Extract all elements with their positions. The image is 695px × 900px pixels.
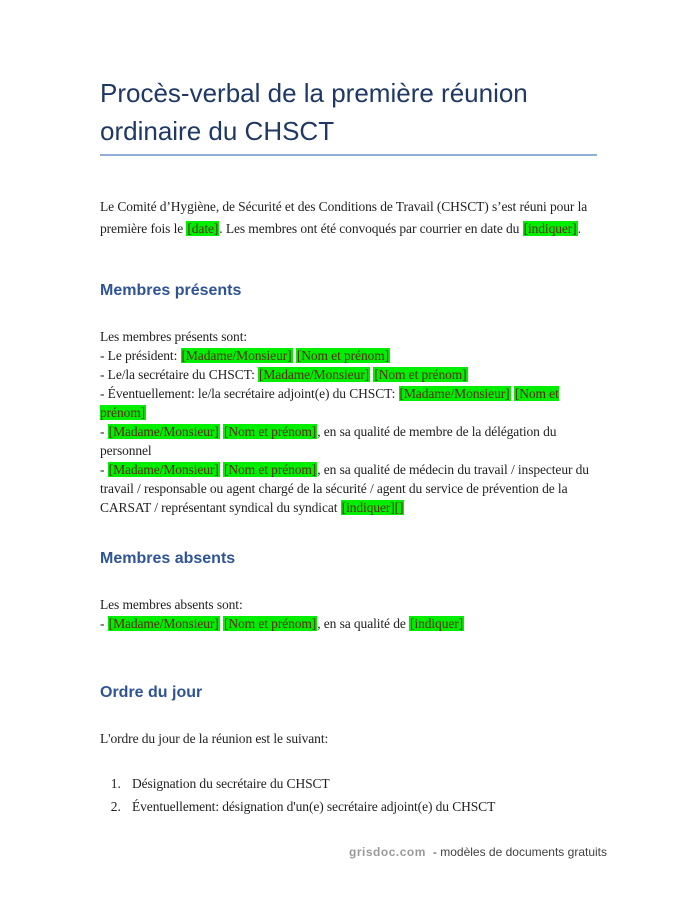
text-run: , en sa qualité de bbox=[317, 616, 410, 631]
text-run: . bbox=[577, 221, 581, 236]
placeholder-highlight: [Nom et prénom] bbox=[223, 424, 317, 439]
heading-ordre-du-jour: Ordre du jour bbox=[100, 684, 203, 701]
footer-brand-link[interactable]: grisdoc.com bbox=[349, 845, 426, 859]
placeholder-highlight: [indiquer] bbox=[410, 616, 464, 631]
text-run: - Le/la secrétaire du CHSCT: bbox=[100, 367, 258, 382]
placeholder-highlight: [Madame/Monsieur] bbox=[108, 462, 219, 477]
document-title: Procès-verbal de la première réunion ordinaire du CHSCT bbox=[100, 78, 528, 146]
placeholder-highlight: [Nom et prénom] bbox=[296, 348, 390, 363]
section-membres-presents bbox=[100, 281, 600, 517]
text-run: - bbox=[100, 462, 108, 477]
heading-membres-presents: Membres présents bbox=[100, 282, 242, 299]
membres-absents-lead: Les membres absents sont: bbox=[100, 597, 243, 612]
placeholder-highlight: [Nom et prénom] bbox=[100, 386, 559, 420]
text-run: - bbox=[100, 616, 108, 631]
agenda-item: 1. Désignation du secrétaire du CHSCT bbox=[124, 772, 600, 795]
placeholder-highlight: [date] bbox=[187, 221, 219, 236]
section-membres-absents bbox=[100, 549, 600, 633]
member-present-line bbox=[100, 460, 600, 517]
placeholder-highlight: [indiquer][] bbox=[341, 500, 404, 515]
placeholder-highlight: [Madame/Monsieur] bbox=[181, 348, 292, 363]
agenda-item: 2. Éventuellement: désignation d'un(e) secrétaire adjoint(e) du CHSCT bbox=[124, 795, 600, 818]
title-underline-rule bbox=[100, 154, 597, 156]
intro-paragraph bbox=[100, 196, 600, 240]
placeholder-highlight: [Madame/Monsieur] bbox=[399, 386, 510, 401]
member-present-line bbox=[100, 346, 600, 365]
placeholder-highlight: [Madame/Monsieur] bbox=[108, 424, 219, 439]
text-run: , en sa qualité de membre de la délégation du personnel bbox=[100, 424, 557, 458]
placeholder-highlight: [Madame/Monsieur] bbox=[108, 616, 219, 631]
text-run: - bbox=[100, 424, 108, 439]
member-absent-line bbox=[100, 614, 600, 633]
text-run: . Les membres ont été convoqués par courrier en date du bbox=[219, 221, 523, 236]
member-present-line bbox=[100, 384, 600, 422]
placeholder-highlight: [indiquer] bbox=[523, 221, 577, 236]
section-ordre-du-jour bbox=[100, 683, 600, 818]
agenda-list bbox=[100, 772, 600, 818]
member-present-line bbox=[100, 365, 600, 384]
placeholder-highlight: [Nom et prénom] bbox=[374, 367, 467, 382]
ordre-du-jour-lead: L'ordre du jour de la réunion est le suivant: bbox=[100, 731, 329, 746]
footer-tagline: - modèles de documents gratuits bbox=[432, 845, 607, 859]
placeholder-highlight: [Madame/Monsieur] bbox=[259, 367, 370, 382]
membres-presents-lead: Les membres présents sont: bbox=[100, 329, 247, 344]
member-present-line bbox=[100, 422, 600, 460]
text-run: - Le président: bbox=[100, 348, 181, 363]
page-footer bbox=[349, 845, 607, 859]
heading-membres-absents: Membres absents bbox=[100, 550, 236, 567]
text-run: , en sa qualité de médecin du travail / inspecteur du travail / responsable ou agent chargé de la sécurité / agent du service de prévention de la CARSAT / représentant syndical du syndicat bbox=[100, 462, 589, 515]
placeholder-highlight: [Nom et prénom] bbox=[223, 616, 317, 631]
placeholder-highlight: [Nom et prénom] bbox=[223, 462, 317, 477]
text-run: Le Comité d’Hygiène, de Sécurité et des Conditions de Travail (CHSCT) s’est réuni pour la première fois le bbox=[100, 199, 588, 236]
text-run: - Éventuellement: le/la secrétaire adjoint(e) du CHSCT: bbox=[100, 386, 399, 401]
